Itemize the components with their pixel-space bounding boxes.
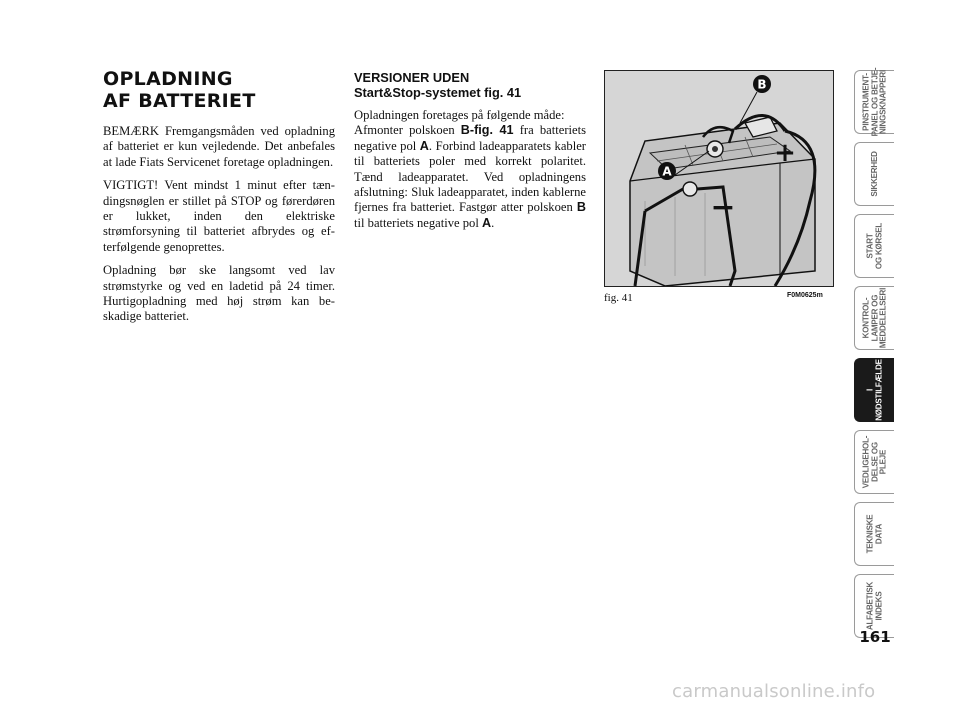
figure-code: F0M0625m: [787, 292, 823, 299]
tab-start-driving[interactable]: START OG KØRSEL: [854, 214, 894, 278]
tab-emergency[interactable]: I NØDSTILFÆLDE: [854, 358, 894, 422]
tab-technical-data[interactable]: TEKNISKE DATA: [854, 502, 894, 566]
right-column: [354, 70, 586, 239]
tab-safety[interactable]: SIKKERHED: [854, 142, 894, 206]
minus-sign: −: [710, 190, 736, 225]
note-paragraph: BEMÆRK Fremgangsmåden ved opladning af batteriet er kun vejledende. Det anbefales at lade Fiats Servicenet foretage opladningen.: [103, 124, 335, 169]
tab-warning-lights[interactable]: KONTROL- LAMPER OG MEDDELELSERI: [854, 286, 894, 350]
procedure-intro: Opladningen foretages på følgende måde:: [354, 108, 565, 122]
battery-figure: [604, 70, 834, 287]
page-number: 161: [859, 628, 891, 646]
plus-sign: +: [774, 138, 796, 168]
watermark: carmanualsonline.info: [672, 681, 876, 702]
tab-maintenance[interactable]: VEDLIGEHOL- DELSE OG PLEJE: [854, 430, 894, 494]
charging-paragraph: Opladning bør ske langsomt ved lav strømstyrke og ved en ladetid på 24 timer. Hurtigopladning med høj strøm kan beskadige batteriet.: [103, 263, 335, 324]
label-b: B: [757, 77, 767, 92]
battery-illustration: [605, 71, 833, 286]
section-title: OPLADNING AF BATTERIET: [103, 68, 256, 112]
tab-instrument-panel[interactable]: PINSTRUMENT- PANEL OG BETJE- NINGSKNAPPERI: [854, 70, 894, 134]
procedure-paragraph: Afmonter polskoen B-fig. 41 fra batteriets negative pol A. Forbind ladeapparatets kabler til batteriets poler med korrekt polaritet. Tænd ladeapparatet. Ved opladningens afslutning: Sluk ladeapparatet, inden kablerne fjernes fra batteriet. Fastgør atter polskoen B til batteriets negative pol A.: [354, 123, 587, 230]
left-column: [103, 68, 335, 333]
warning-paragraph: VIGTIGT! Vent mindst 1 minut efter tændingsnøglen er stillet på STOP og førerdøren er lukket, inden den elektriske strømforsyning til batteriet afbrydes og efterfølgende genoprettes.: [103, 178, 335, 254]
versions-subheading: VERSIONER UDEN Start&Stop-systemet fig. 41: [354, 70, 522, 100]
label-a: A: [662, 164, 672, 179]
tab-index[interactable]: ALFABETISK INDEKS: [854, 574, 894, 638]
figure-caption: fig. 41: [604, 292, 633, 304]
